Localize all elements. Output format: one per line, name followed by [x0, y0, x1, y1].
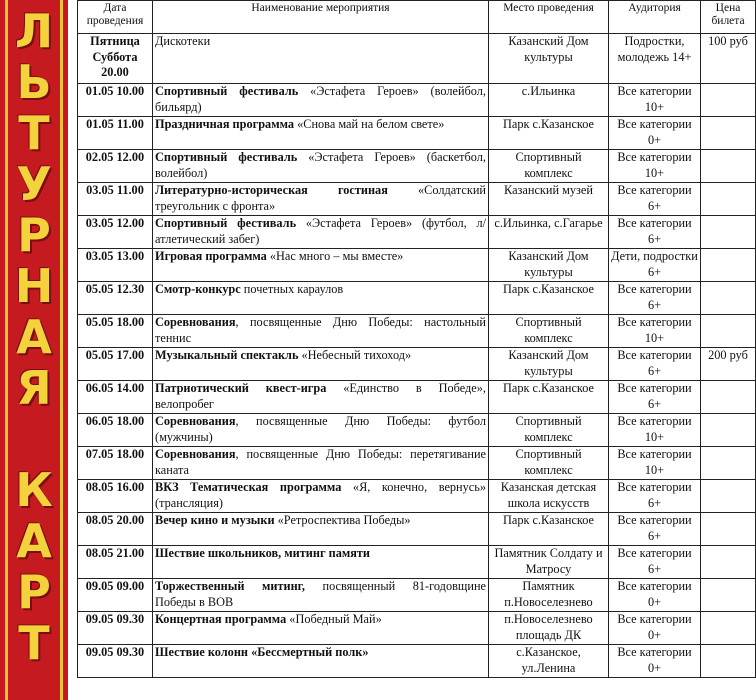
banner-letter: Я: [16, 361, 52, 415]
event-name: [153, 34, 489, 84]
schedule-table: [77, 0, 756, 678]
event-description: «Эстафета Героев» (волейбол, бильярд): [155, 84, 486, 114]
event-audience: Все категории 10+: [609, 150, 701, 183]
event-description: «Снова май на белом свете»: [294, 117, 445, 131]
event-title-bold: Соревнования: [155, 447, 236, 461]
event-title-bold: Торжественный митинг,: [155, 579, 305, 593]
event-date: 03.05 12.00: [78, 216, 153, 249]
event-title-bold: Спортивный фестиваль: [155, 216, 297, 230]
event-name: [153, 579, 489, 612]
event-place: Парк с.Казанское: [489, 117, 609, 150]
event-name: [153, 348, 489, 381]
ticket-price: [701, 645, 756, 678]
event-title-bold: Смотр-конкурс: [155, 282, 241, 296]
event-description: «Единство в Победе», велопробег: [155, 381, 486, 411]
event-place: Парк с.Казанское: [489, 513, 609, 546]
event-place: п.Новоселезнево площадь ДК: [489, 612, 609, 645]
event-title-bold: Литературно-историческая гостиная: [155, 183, 388, 197]
table-row: [78, 249, 756, 282]
banner-letter: У: [16, 157, 52, 211]
event-audience: Все категории 0+: [609, 579, 701, 612]
event-audience: Все категории 6+: [609, 216, 701, 249]
side-banner: [0, 0, 68, 700]
banner-letter: А: [16, 514, 52, 568]
banner-letter: А: [16, 310, 52, 364]
table-row: [78, 513, 756, 546]
table-row: [78, 579, 756, 612]
event-title-bold: Вечер кино и музыки: [155, 513, 275, 527]
event-audience: Все категории 6+: [609, 513, 701, 546]
event-title-bold: Спортивный фестиваль: [155, 84, 299, 98]
table-row: [78, 150, 756, 183]
event-date: 06.05 14.00: [78, 381, 153, 414]
event-description: «Солдатский треугольник с фронта»: [155, 183, 486, 213]
event-description: «Небесный тихоход»: [298, 348, 412, 362]
event-name: [153, 150, 489, 183]
banner-letter: Т: [18, 616, 50, 670]
event-name: [153, 612, 489, 645]
table-row: [78, 381, 756, 414]
table-header-row: [78, 1, 756, 34]
banner-letter: Л: [14, 4, 54, 58]
event-name: [153, 249, 489, 282]
header-place: Место проведения: [489, 1, 609, 34]
header-price: Цена билета: [701, 1, 756, 34]
event-title-bold: Соревнования: [155, 315, 236, 329]
event-audience: Все категории 6+: [609, 348, 701, 381]
event-name: [153, 282, 489, 315]
event-place: с.Ильинка, с.Гагарье: [489, 216, 609, 249]
table-row: [78, 183, 756, 216]
event-description: «Нас много – мы вместе»: [266, 249, 404, 263]
event-audience: Все категории 10+: [609, 414, 701, 447]
event-title-bold: Праздничная программа: [155, 117, 295, 131]
table-row: [78, 282, 756, 315]
ticket-price: [701, 249, 756, 282]
event-place: Казанский Дом культуры: [489, 34, 609, 84]
event-name: [153, 381, 489, 414]
event-audience: Все категории 6+: [609, 546, 701, 579]
ticket-price: [701, 315, 756, 348]
ticket-price: [701, 447, 756, 480]
event-title-bold: Музыкальный спектакль: [155, 348, 299, 362]
event-date: 03.05 11.00: [78, 183, 153, 216]
table-row: [78, 645, 756, 678]
event-name: [153, 546, 489, 579]
ticket-price: 100 руб: [701, 34, 756, 84]
event-place: Казанский Дом культуры: [489, 348, 609, 381]
event-date: 07.05 18.00: [78, 447, 153, 480]
event-name: [153, 183, 489, 216]
event-audience: Все категории 10+: [609, 447, 701, 480]
ticket-price: [701, 282, 756, 315]
event-name: [153, 447, 489, 480]
event-date: 08.05 16.00: [78, 480, 153, 513]
event-place: Казанская детская школа искусств: [489, 480, 609, 513]
ticket-price: [701, 216, 756, 249]
event-audience: Все категории 0+: [609, 612, 701, 645]
banner-letter: Ь: [16, 55, 52, 109]
event-description: , посвященные Дню Победы: настольный теннис: [155, 315, 486, 345]
ticket-price: [701, 117, 756, 150]
banner-letter: К: [15, 463, 53, 517]
event-name: [153, 216, 489, 249]
ticket-price: [701, 612, 756, 645]
header-date: Дата проведения: [78, 1, 153, 34]
event-date: 01.05 11.00: [78, 117, 153, 150]
event-name: [153, 645, 489, 678]
event-date: Пятница Суббота 20.00: [78, 34, 153, 84]
event-place: Казанский Дом культуры: [489, 249, 609, 282]
event-place: Спортивный комплекс: [489, 315, 609, 348]
table-row: [78, 414, 756, 447]
ticket-price: 200 руб: [701, 348, 756, 381]
ticket-price: [701, 183, 756, 216]
ticket-price: [701, 513, 756, 546]
event-date: 01.05 10.00: [78, 84, 153, 117]
event-date: 09.05 09.00: [78, 579, 153, 612]
event-audience: Все категории 6+: [609, 480, 701, 513]
table-row: [78, 546, 756, 579]
event-description: «Победный Май»: [286, 612, 382, 626]
event-place: Памятник Солдату и Матросу: [489, 546, 609, 579]
event-date: 05.05 12.30: [78, 282, 153, 315]
event-date: 08.05 21.00: [78, 546, 153, 579]
header-audience: Аудитория: [609, 1, 701, 34]
ticket-price: [701, 381, 756, 414]
event-audience: Все категории 0+: [609, 645, 701, 678]
event-date: 05.05 18.00: [78, 315, 153, 348]
banner-letter: Р: [17, 208, 51, 262]
event-description: «Ретроспектива Победы»: [274, 513, 411, 527]
event-title-bold: Шествие школьников, митинг памяти: [155, 546, 371, 560]
event-audience: Все категории 10+: [609, 84, 701, 117]
event-description: , посвященные Дню Победы: футбол (мужчины): [155, 414, 486, 444]
event-description: посвященный 81-годовщине Победы в ВОВ: [155, 579, 486, 609]
event-description: «Эстафета Героев» (футбол, л/атлетический забег): [155, 216, 487, 246]
event-date: 09.05 09.30: [78, 645, 153, 678]
banner-letter: Т: [18, 106, 50, 160]
event-date: 05.05 17.00: [78, 348, 153, 381]
event-title-bold: Спортивный фестиваль: [155, 150, 298, 164]
event-place: Казанский музей: [489, 183, 609, 216]
event-place: Памятник п.Новоселезнево: [489, 579, 609, 612]
event-date: 02.05 12.00: [78, 150, 153, 183]
ticket-price: [701, 579, 756, 612]
table-body: [78, 34, 756, 678]
table-row: [78, 612, 756, 645]
schedule-table-wrap: [77, 0, 748, 678]
event-name: [153, 84, 489, 117]
event-description: , посвященные Дню Победы: перетягивание каната: [155, 447, 486, 477]
side-banner-letters: [0, 6, 68, 669]
banner-letter: Н: [14, 259, 54, 313]
event-audience: Все категории 0+: [609, 117, 701, 150]
event-title-bold: Шествие колонн «Бессмертный полк»: [155, 645, 369, 659]
event-name: [153, 480, 489, 513]
table-row: [78, 117, 756, 150]
table-row: [78, 348, 756, 381]
ticket-price: [701, 480, 756, 513]
banner-letter: Р: [17, 565, 51, 619]
event-title-bold: Игровая программа: [155, 249, 267, 263]
event-date: 06.05 18.00: [78, 414, 153, 447]
event-name: [153, 315, 489, 348]
event-description: Дискотеки: [155, 34, 211, 48]
ticket-price: [701, 414, 756, 447]
table-row: [78, 480, 756, 513]
event-audience: Все категории 6+: [609, 282, 701, 315]
event-title-bold: Патриотический квест-игра: [155, 381, 327, 395]
event-description: почетных караулов: [240, 282, 344, 296]
event-description: «Эстафета Героев» (баскетбол, волейбол): [155, 150, 486, 180]
table-row: [78, 84, 756, 117]
event-place: Спортивный комплекс: [489, 414, 609, 447]
ticket-price: [701, 84, 756, 117]
event-title-bold: ВКЗ Тематическая программа: [155, 480, 342, 494]
header-event: Наименование мероприятия: [153, 1, 489, 34]
event-name: [153, 414, 489, 447]
event-date: 08.05 20.00: [78, 513, 153, 546]
event-audience: Все категории 6+: [609, 183, 701, 216]
event-title-bold: Концертная программа: [155, 612, 287, 626]
table-row: [78, 447, 756, 480]
event-name: [153, 513, 489, 546]
event-audience: Все категории 10+: [609, 315, 701, 348]
ticket-price: [701, 150, 756, 183]
event-audience: Дети, подростки 6+: [609, 249, 701, 282]
event-place: Парк с.Казанское: [489, 282, 609, 315]
event-place: Спортивный комплекс: [489, 150, 609, 183]
event-place: Парк с.Казанское: [489, 381, 609, 414]
event-name: [153, 117, 489, 150]
event-date: 03.05 13.00: [78, 249, 153, 282]
event-title-bold: Соревнования: [155, 414, 236, 428]
ticket-price: [701, 546, 756, 579]
event-place: с.Ильинка: [489, 84, 609, 117]
event-place: с.Казанское, ул.Ленина: [489, 645, 609, 678]
event-audience: Подростки, молодежь 14+: [609, 34, 701, 84]
event-audience: Все категории 6+: [609, 381, 701, 414]
event-place: Спортивный комплекс: [489, 447, 609, 480]
table-row: [78, 216, 756, 249]
table-row: [78, 34, 756, 84]
table-row: [78, 315, 756, 348]
event-date: 09.05 09.30: [78, 612, 153, 645]
event-description: «Я, конечно, вернусь» (трансляция): [155, 480, 486, 510]
